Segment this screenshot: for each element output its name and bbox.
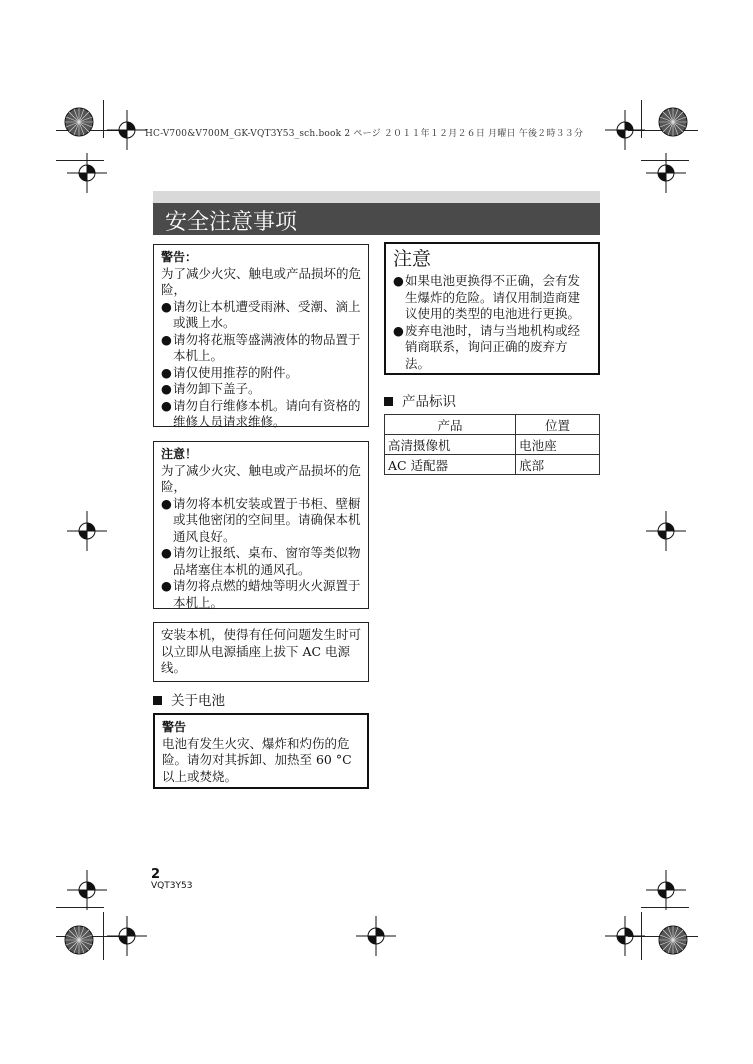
table-cell: 底部 — [516, 455, 600, 475]
battery-caution-item: ● 如果电池更换得不正确，会有发生爆炸的危险。请仅用制造商建议使用的类型的电池进行更换。 — [393, 273, 581, 321]
warning-item: ● 请仅使用推荐的附件。 — [161, 364, 299, 380]
battery-warning-text: 电池有发生火灾、爆炸和灼伤的危险。请勿对其拆卸、加热至 60 °C 以上或焚烧。 — [162, 735, 352, 784]
table-row — [385, 435, 600, 455]
square-bullet-icon — [384, 397, 393, 406]
title-band-accent — [153, 191, 600, 203]
warning-box — [153, 244, 369, 427]
page-title: 安全注意事项 — [165, 210, 298, 235]
table-row — [385, 455, 600, 475]
table-cell: 高清摄像机 — [385, 435, 516, 455]
caution-box — [153, 441, 369, 609]
battery-caution-title: 注意 — [393, 248, 432, 270]
warning-item: ● 请勿自行维修本机。请向有资格的维修人员请求维修。 — [161, 397, 361, 429]
warning-title: 警告： — [161, 250, 198, 264]
warning-intro: 为了减少火灾、触电或产品损坏的危险， — [161, 265, 362, 297]
column-header: 位置 — [516, 415, 600, 435]
caution-item: ● 请勿让报纸、桌布、窗帘等类似物品堵塞住本机的通风孔。 — [161, 545, 361, 577]
product-id-table — [384, 414, 600, 475]
battery-warning-title: 警告 — [162, 720, 187, 734]
caution-item: ● 请勿将本机安装或置于书柜、壁橱或其他密闭的空间里。请确保本机通风良好。 — [161, 495, 361, 544]
warning-item: ● 请勿将花瓶等盛满液体的物品置于本机上。 — [161, 331, 361, 363]
column-header: 产品 — [385, 415, 516, 435]
table-cell: 电池座 — [516, 435, 600, 455]
table-header-row — [385, 415, 600, 435]
battery-section-heading: 关于电池 — [153, 689, 225, 709]
install-note-box — [153, 622, 369, 682]
print-info-header: HC-V700&V700M_GK-VQT3Y53_sch.book 2 ページ ２０１１年１２月２６日 月曜日 午後２時３３分 — [145, 129, 584, 139]
caution-intro: 为了减少火灾、触电或产品损坏的危险， — [161, 462, 362, 494]
table-cell: AC 适配器 — [385, 455, 516, 475]
square-bullet-icon — [153, 696, 162, 705]
product-id-heading: 产品标识 — [384, 390, 456, 410]
battery-caution-box — [384, 242, 600, 375]
document-code: VQT3Y53 — [151, 881, 193, 891]
page-number: 2 — [151, 867, 161, 882]
battery-warning-box — [153, 713, 369, 789]
caution-title: 注意！ — [161, 447, 198, 461]
warning-item: ● 请勿卸下盖子。 — [161, 381, 261, 396]
install-note: 安装本机，使得有任何问题发生时可以立即从电源插座上拔下 AC 电源线。 — [161, 627, 362, 675]
battery-caution-item: ● 废弃电池时，请与当地机构或经销商联系，询问正确的废弃方法。 — [393, 322, 581, 371]
caution-item: ● 请勿将点燃的蜡烛等明火火源置于本机上。 — [161, 578, 361, 610]
warning-item: ● 请勿让本机遭受雨淋、受潮、滴上或溅上水。 — [161, 298, 361, 330]
